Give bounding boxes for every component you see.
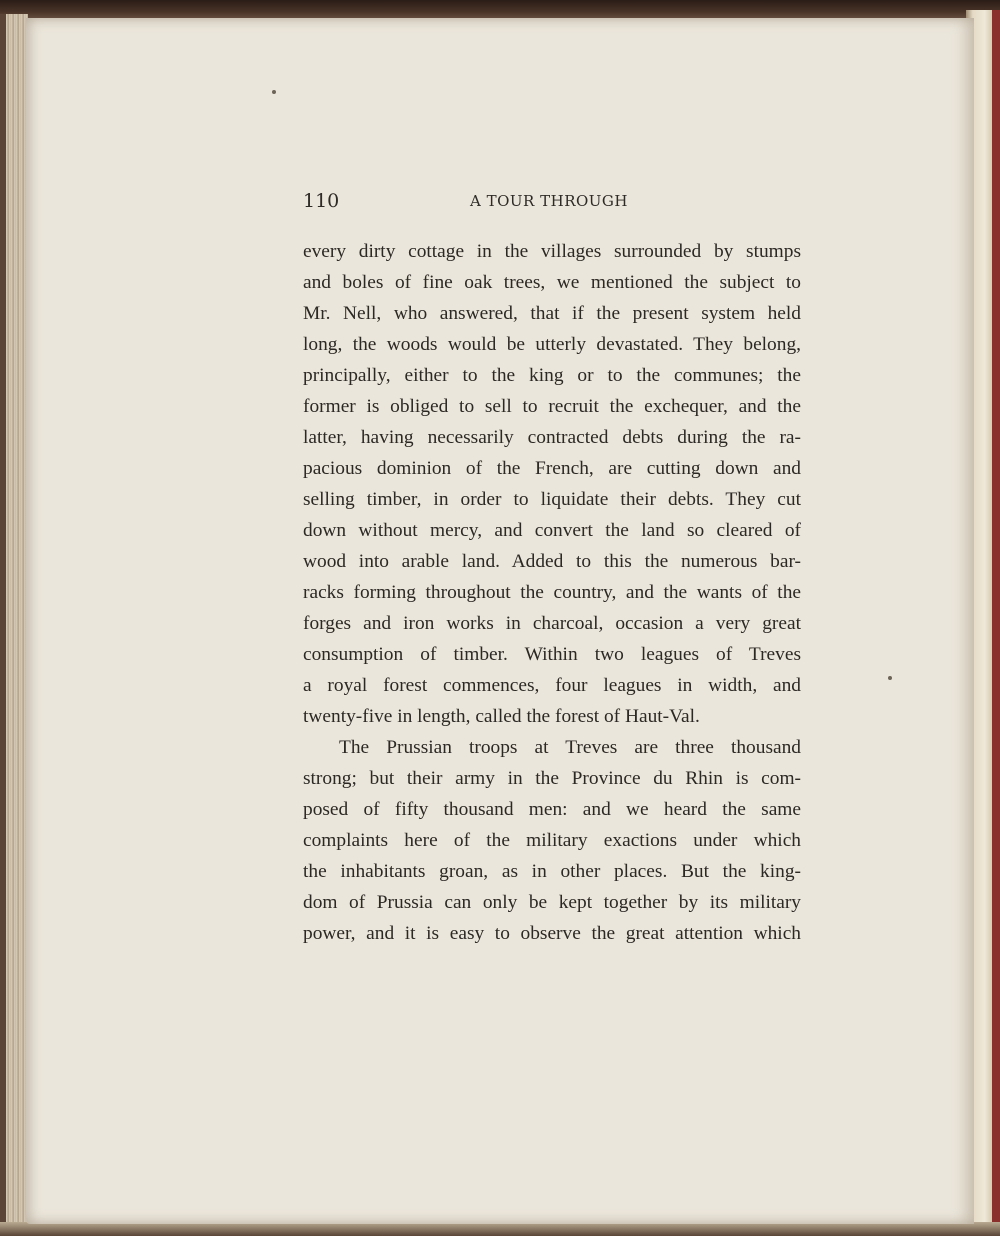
- paragraph-1: [303, 236, 801, 732]
- text-line: long, the woods would be utterly devastated. They belong,: [303, 334, 801, 355]
- text-line: posed of fifty thousand men: and we heard the same: [303, 799, 801, 820]
- text-line: down without mercy, and convert the land so cleared of: [303, 520, 801, 541]
- text-line: selling timber, in order to liquidate their debts. They cut: [303, 489, 801, 510]
- body-text: [303, 236, 801, 949]
- text-line: and boles of fine oak trees, we mentioned the subject to: [303, 272, 801, 293]
- right-cover-edge: [992, 10, 1000, 1236]
- paper-speck: [888, 676, 892, 680]
- text-line: racks forming throughout the country, and the wants of the: [303, 582, 801, 603]
- text-line: the inhabitants groan, as in other places. But the king-: [303, 861, 801, 882]
- running-head: [303, 190, 801, 218]
- text-line: forges and iron works in charcoal, occasion a very great: [303, 613, 801, 634]
- text-line: every dirty cottage in the villages surrounded by stumps: [303, 241, 801, 262]
- text-line: The Prussian troops at Treves are three thousand: [339, 737, 801, 758]
- paper-speck: [272, 90, 276, 94]
- binding-top: [0, 0, 1000, 20]
- text-line: twenty-five in length, called the forest of Haut-Val.: [303, 706, 700, 727]
- text-line: power, and it is easy to observe the great attention which: [303, 923, 801, 944]
- text-line: strong; but their army in the Province du Rhin is com-: [303, 768, 801, 789]
- binding-bottom: [0, 1222, 1000, 1236]
- running-title: A TOUR THROUGH: [470, 192, 628, 210]
- text-line: Mr. Nell, who answered, that if the present system held: [303, 303, 801, 324]
- text-line: a royal forest commences, four leagues in width, and: [303, 675, 801, 696]
- text-line: complaints here of the military exactions under which: [303, 830, 801, 851]
- paragraph-2: [303, 732, 801, 949]
- left-binding-shadow: [0, 14, 6, 1236]
- text-line: pacious dominion of the French, are cutting down and: [303, 458, 801, 479]
- page-number: 110: [303, 190, 340, 212]
- text-line: principally, either to the king or to the communes; the: [303, 365, 801, 386]
- text-line: latter, having necessarily contracted debts during the ra-: [303, 427, 801, 448]
- text-line: wood into arable land. Added to this the numerous bar-: [303, 551, 801, 572]
- text-line: dom of Prussia can only be kept together by its military: [303, 892, 801, 913]
- text-line: former is obliged to sell to recruit the exchequer, and the: [303, 396, 801, 417]
- text-line: consumption of timber. Within two leagues of Treves: [303, 644, 801, 665]
